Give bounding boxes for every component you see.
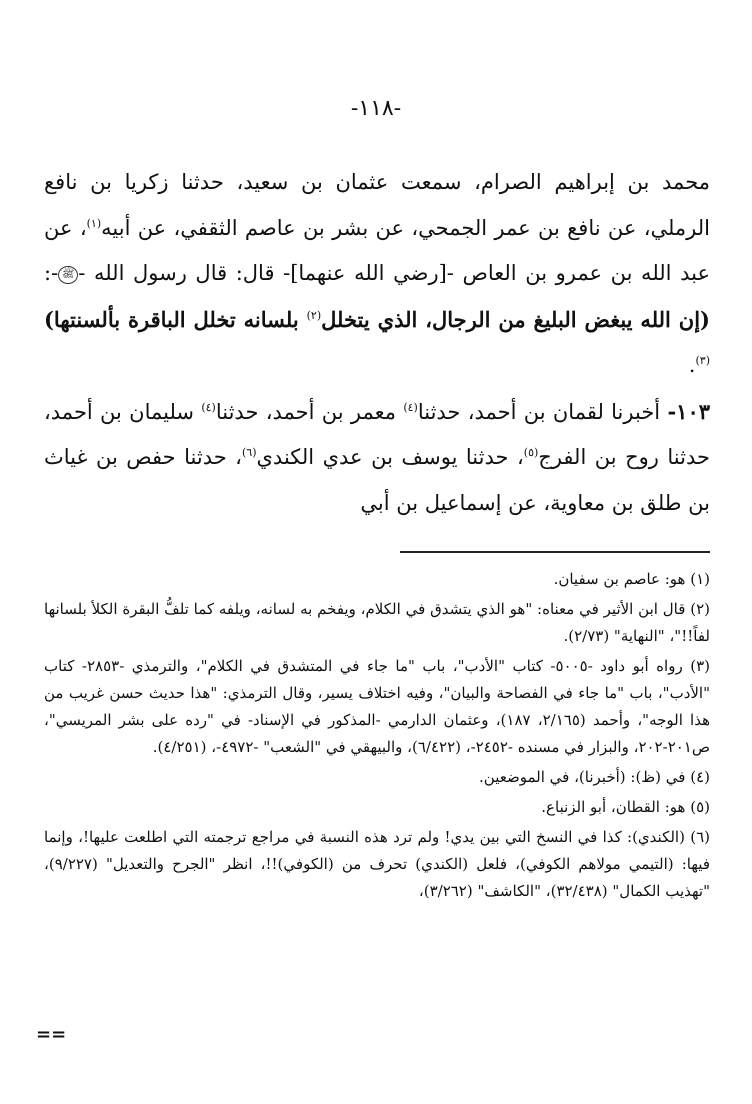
isnad-text: أخبرنا لقمان بن أحمد، حدثنا (417, 399, 668, 424)
footnotes (44, 566, 710, 908)
footnote-ref-3: (٣) (695, 354, 710, 367)
hadith-text-part-2: بلسانه تخلل الباقرة بألسنتها) (44, 306, 307, 332)
isnad-text: محمد بن إبراهيم الصرام، سمعت عثمان بن سعيد، حدثنا زكريا بن نافع الرملي، عن نافع بن عمر الجمحي، عن بشر بن عاصم الثقفي، عن أبيه (44, 170, 710, 240)
hadith-text-part-1: (إن الله يبغض البليغ من الرجال، الذي يتخلل (321, 306, 710, 332)
isnad-text: سليمان بن أحمد، حدثنا روح بن الفرج (44, 399, 710, 469)
hadith-number: ١٠٣- (667, 398, 711, 424)
footnote-3: (٣) رواه أبو داود -٥٠٠٥- كتاب "الأدب"، باب "ما جاء في المتشدق في الكلام"، والترمذي -٢٨٥٣- كتاب "الأدب"، باب "ما جاء في الفصاحة والبيان"، وفيه اختلاف يسير، وقال الترمذي: "هذا حديث حسن غريب من هذا الوجه"، وأحمد (٢/١٦٥، ١٨٧)، وعثمان الدارمي -المذكور في الإسناد- في "رده على بشر المريسي"، ص٢٠١-٢٠٢، والبزار في مسنده -٢٤٥٢-، (٦/٤٢٢)، والبيهقي في "الشعب" -٤٩٧٢-، (٤/٢٥١). (44, 657, 711, 756)
page-number: -١١٨- (350, 96, 402, 121)
footnote-ref-4: (٤) (403, 400, 418, 414)
isnad-text: ، حدثنا يوسف بن عدي الكندي (256, 445, 524, 469)
footnote-6: (٦) (الكندي): كذا في النسخ التي بين يدي! ولم ترد هذه النسبة في مراجع ترجمته التي اطلعت عليها!، وإنما فيها: (التيمي مولاهم الكوفي)، فلعل (الكندي) تحرف من (الكوفي)!!، انظر "الجرح والتعديل" (٩/٢٢٧)، "تهذيب الكمال" (٣٢/٤٣٨)، "الكاشف" (٣/٢٦٢)، (44, 828, 710, 900)
footnote-2: (٢) قال ابن الأثير في معناه: "هو الذي يتشدق في الكلام، ويفخم به لسانه، ويلفه كما تلفُّ البقرة الكلأ بلسانها لفاً!!"، "النهاية" (٢/٧٣). (44, 600, 710, 645)
footnote-ref-5: (٥) (523, 446, 539, 459)
footnote-ref-4-second: (٤) (201, 400, 216, 414)
footnote-5: (٥) هو: القطان، أبو الزنباع. (541, 798, 710, 816)
isnad-text: ، حدثنا حفص بن غياث بن طلق بن معاوية، عن إسماعيل بن أبي (44, 445, 710, 515)
footnote-ref-1: (١) (86, 216, 102, 230)
continuation-mark: == (36, 1024, 67, 1045)
footnote-ref-2: (٢) (306, 308, 322, 322)
paragraph-hadith-102 (44, 160, 710, 389)
period: . (688, 353, 696, 377)
isnad-text-continued: ، عن عبد الله بن عمرو بن العاص -[رضي الله عنهما]- قال: قال رسول الله - (44, 215, 710, 285)
isnad-text: معمر بن أحمد، حدثنا (215, 399, 404, 424)
footnote-1: (١) هو: عاصم بن سفيان. (553, 570, 710, 588)
footnote-ref-6: (٦) (241, 446, 257, 459)
footnote-4: (٤) في (ظ): (أخبرنا)، في الموضعين. (479, 768, 710, 786)
footnote-separator (400, 551, 710, 553)
salutation-dash: -: (44, 261, 59, 285)
paragraph-hadith-103 (44, 389, 710, 527)
salutation-icon: ﷺ (58, 266, 78, 284)
main-text (44, 160, 710, 526)
